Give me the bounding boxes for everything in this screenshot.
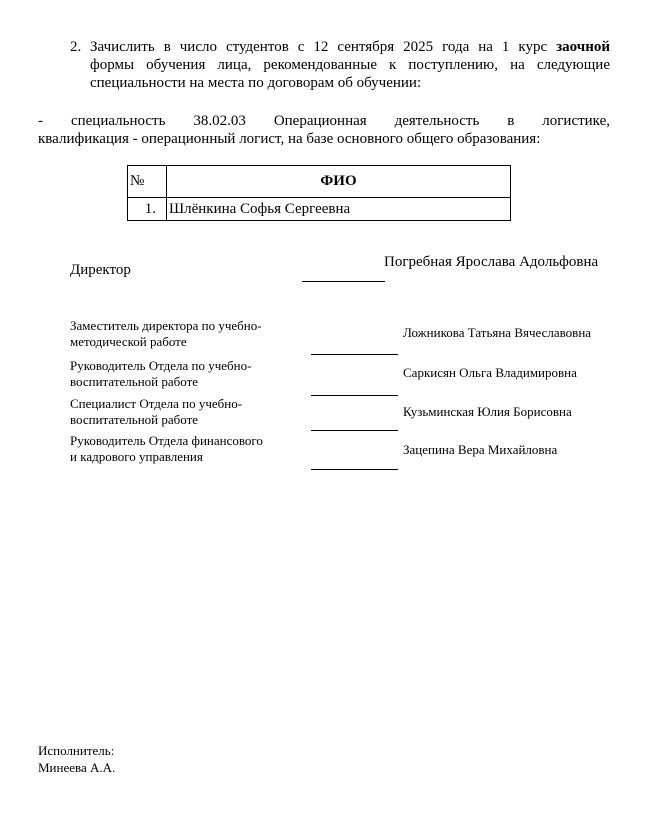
row-fio: Шлёнкина Софья Сергеевна (167, 198, 511, 221)
section-2-line-1-text: Зачислить в число студентов с 12 сентября 2025 года на 1 курс (90, 39, 557, 55)
signatory-name: Саркисян Ольга Владимировна (403, 365, 577, 380)
signatory-title (70, 433, 300, 465)
executor-label: Исполнитель: (38, 743, 115, 758)
specialty-line-1: - специальность 38.02.03 Операционная деятельность в логистике, (38, 113, 610, 129)
students-table (127, 165, 511, 221)
director-name: Погребная Ярослава Адольфовна (384, 254, 599, 270)
signature-line (311, 469, 398, 470)
director-signature-line (302, 281, 385, 282)
director-title: Директор (70, 262, 131, 278)
signatory-title-line-1: Руководитель Отдела финансового (70, 433, 263, 448)
section-number: 2. (70, 39, 82, 55)
section-2-line-2: формы обучения лица, рекомендованные к поступлению, на следующие (90, 57, 610, 73)
study-form-bold: заочной (556, 39, 610, 55)
signatory-title (70, 396, 300, 428)
section-2-line-1 (90, 38, 610, 56)
specialty-line-2: квалификация - операционный логист, на базе основного общего образования: (38, 131, 541, 147)
header-fio: ФИО (167, 166, 511, 198)
signatory-name: Зацепина Вера Михайловна (403, 442, 558, 457)
signatory-name: Ложникова Татьяна Вячеславовна (403, 325, 592, 340)
signatory-title-line-2: и кадрового управления (70, 449, 203, 464)
signatory-title-line-2: воспитательной работе (70, 374, 199, 389)
signatory-name: Кузьминская Юлия Борисовна (403, 404, 572, 419)
signatory-title-line-1: Заместитель директора по учебно- (70, 318, 262, 333)
section-2-line-3: специальности на места по договорам об обучении: (90, 75, 422, 91)
signature-line (311, 395, 398, 396)
signatory-title (70, 318, 300, 350)
signature-line (311, 430, 398, 431)
signatory-title-line-1: Специалист Отдела по учебно- (70, 396, 243, 411)
executor-name: Минеева А.А. (38, 760, 116, 775)
signatory-title-line-1: Руководитель Отдела по учебно- (70, 358, 252, 373)
signatory-title-line-2: воспитательной работе (70, 412, 199, 427)
table-header-row (128, 166, 511, 198)
header-num: № (128, 166, 167, 198)
row-num: 1. (128, 198, 167, 221)
signatory-title (70, 358, 300, 390)
table-row (128, 198, 511, 221)
section-2-text (90, 38, 610, 92)
signatory-title-line-2: методической работе (70, 334, 187, 349)
signature-line (311, 354, 398, 355)
